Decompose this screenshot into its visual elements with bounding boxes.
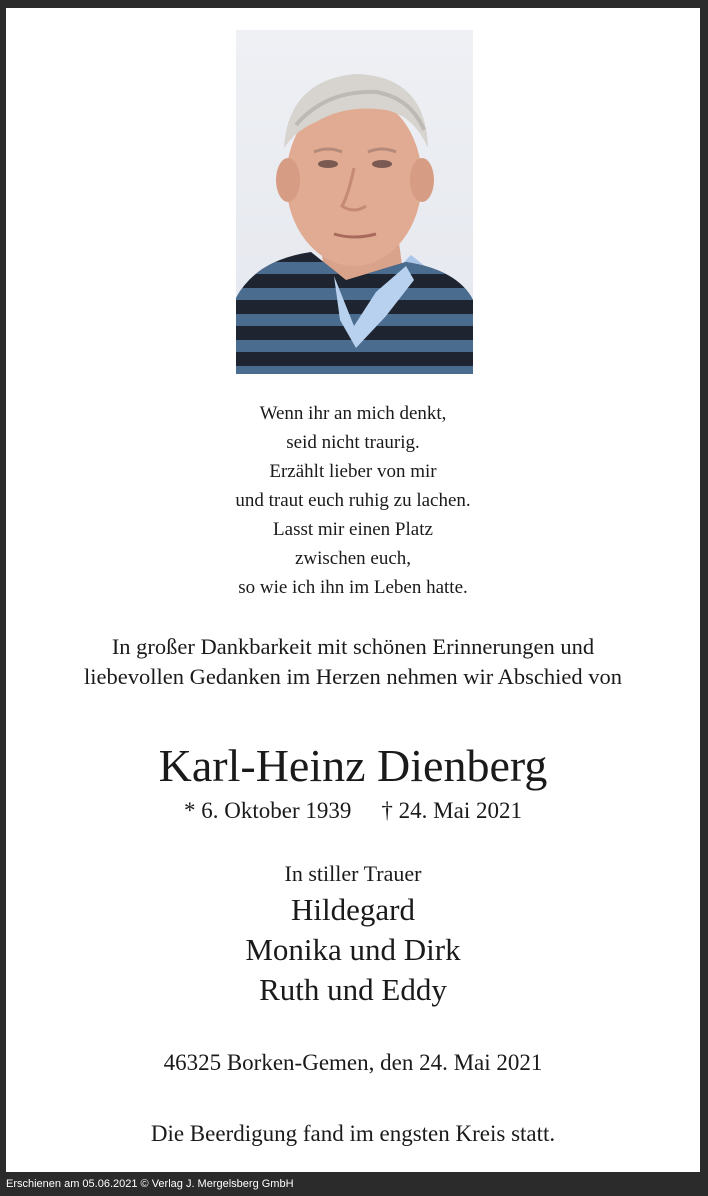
obituary-notice <box>6 8 700 1172</box>
mourner-name: Ruth und Eddy <box>259 972 447 1007</box>
portrait-photo <box>236 30 473 374</box>
publication-credit: Erschienen am 05.06.2021 © Verlag J. Mergelsberg GmbH <box>6 1178 294 1190</box>
deceased-name: Karl-Heinz Dienberg <box>158 740 548 791</box>
birth-date: * 6. Oktober 1939 <box>184 798 352 823</box>
mourning-label: In stiller Trauer <box>284 861 422 886</box>
mourners-list <box>6 890 700 1010</box>
place-date: 46325 Borken-Gemen, den 24. Mai 2021 <box>163 1050 543 1075</box>
intro-line: liebevollen Gedanken im Herzen nehmen wir Abschied von <box>84 664 622 689</box>
death-date: † 24. Mai 2021 <box>381 798 522 823</box>
poem <box>6 399 700 602</box>
poem-line: Lasst mir einen Platz <box>273 519 433 540</box>
mourner-name: Hildegard <box>291 892 415 927</box>
poem-line: zwischen euch, <box>294 548 412 569</box>
poem-line: Erzählt lieber von mir <box>269 461 437 482</box>
poem-line: Wenn ihr an mich denkt, <box>259 403 447 424</box>
poem-line: und traut euch ruhig zu lachen. <box>235 490 471 511</box>
poem-line: so wie ich ihn im Leben hatte. <box>238 577 468 598</box>
intro-line: In großer Dankbarkeit mit schönen Erinnerungen und <box>111 634 595 659</box>
funeral-note: Die Beerdigung fand im engsten Kreis statt. <box>150 1121 556 1146</box>
mourner-name: Monika und Dirk <box>245 932 461 967</box>
farewell-intro <box>6 632 700 692</box>
life-dates <box>6 796 700 826</box>
poem-line: seid nicht traurig. <box>286 432 420 453</box>
